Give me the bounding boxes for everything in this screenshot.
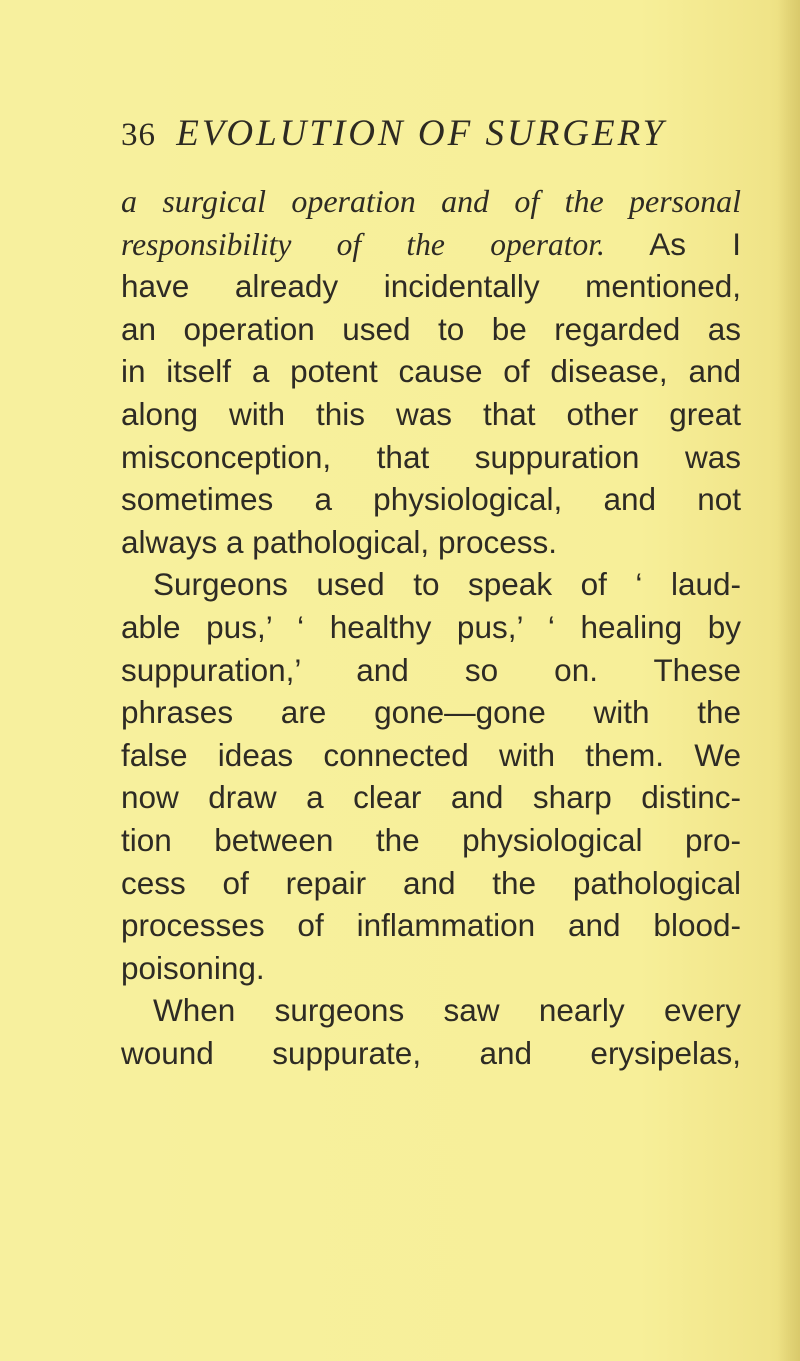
text-line-5: in itself a potent cause of disease, and: [121, 353, 741, 390]
page-number: 36: [121, 117, 156, 153]
text-line-2-rest: As I: [604, 225, 741, 262]
text-line-12: suppuration,’ and so on. These: [121, 651, 741, 688]
text-line-13: phrases are gone—gone with the: [121, 694, 741, 731]
text-line-3: have already incidentally mentioned,: [121, 268, 741, 305]
body-text: [121, 180, 741, 1074]
text-line-1: a surgical operation and of the personal: [121, 183, 741, 219]
text-line-19: poisoning.: [121, 949, 265, 986]
text-line-10: Surgeons used to speak of ‘ laud-: [153, 566, 741, 603]
running-title: EVOLUTION OF SURGERY: [176, 113, 667, 154]
text-line-9: always a pathological, process.: [121, 523, 557, 560]
text-line-20: When surgeons saw nearly every: [153, 992, 741, 1029]
text-line-6: along with this was that other great: [121, 395, 741, 432]
text-line-21: wound suppurate, and erysipelas,: [121, 1034, 741, 1071]
text-line-8: sometimes a physiological, and not: [121, 481, 741, 518]
running-head: [121, 112, 666, 157]
text-line-7: misconception, that suppuration was: [121, 438, 741, 475]
text-line-17: cess of repair and the pathological: [121, 864, 741, 901]
text-line-14: false ideas connected with them. We: [121, 736, 741, 773]
text-line-4: an operation used to be regarded as: [121, 310, 741, 347]
text-line-2: [121, 223, 741, 266]
text-line-11: able pus,’ ‘ healthy pus,’ ‘ healing by: [121, 608, 741, 645]
italic-phrase: responsibility of the operator.: [121, 226, 605, 262]
text-line-16: tion between the physiological pro-: [121, 821, 741, 858]
text-line-15: now draw a clear and sharp distinc-: [121, 779, 741, 816]
text-line-18: processes of inflammation and blood-: [121, 907, 741, 944]
page-edge-shadow: [778, 0, 800, 1361]
